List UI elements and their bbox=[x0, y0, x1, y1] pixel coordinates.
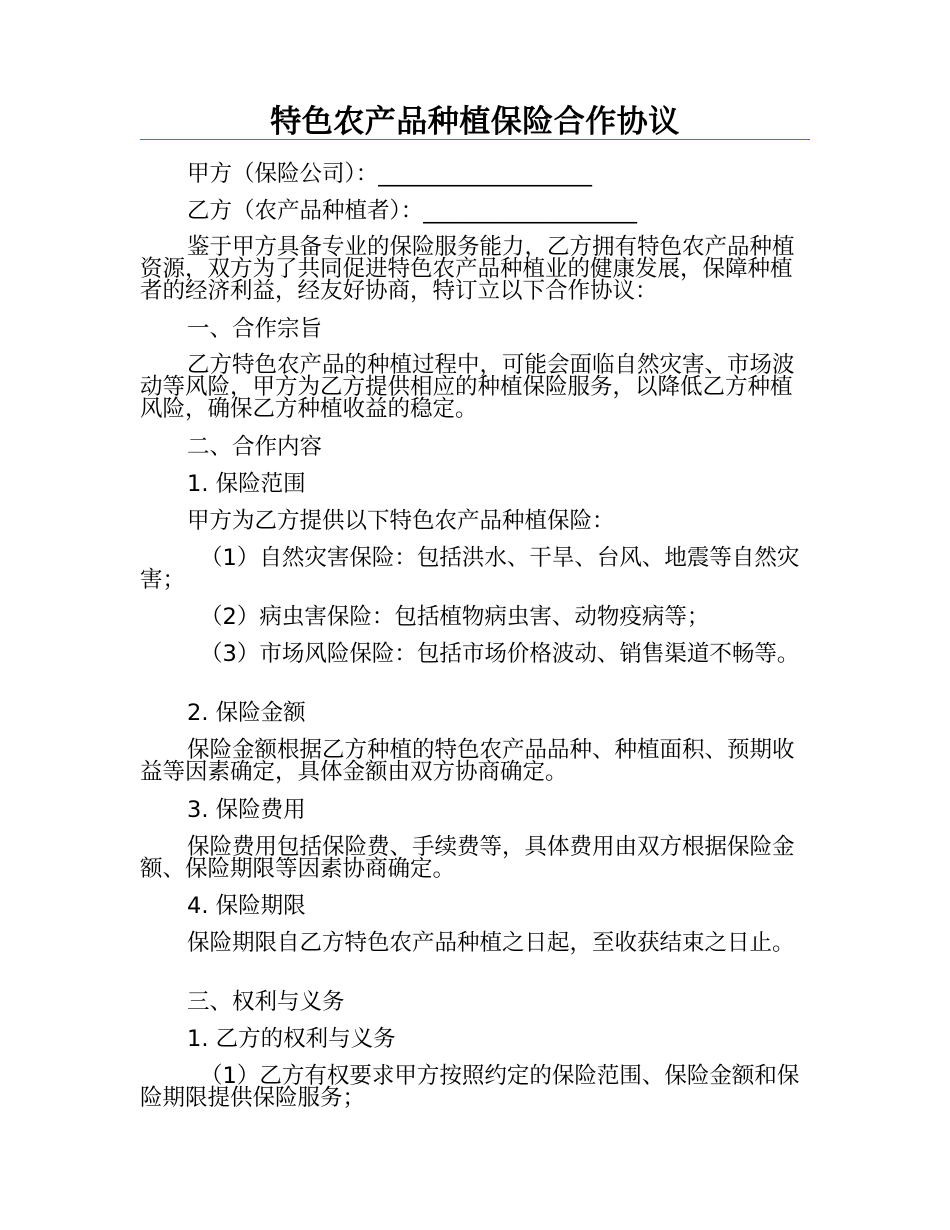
insurance-term-body: 保险期限自乙方特色农产品种植之日起，至收获结束之日止。 bbox=[187, 930, 795, 956]
party-b-rights-heading: 1. 乙方的权利与义务 bbox=[187, 1026, 396, 1052]
insurance-scope-heading: 1. 保险范围 bbox=[187, 471, 306, 497]
insurance-amount-body: 保险金额根据乙方种植的特色农产品品种、种植面积、预期收益等因素确定，具体金额由双方协商确定。 bbox=[140, 737, 795, 785]
insurance-fee-body: 保险费用包括保险费、手续费等，具体费用由双方根据保险金额、保险期限等因素协商确定。 bbox=[140, 834, 795, 882]
scope-item-natural-disaster: （1）自然灾害保险：包括洪水、干旱、台风、地震等自然灾害； bbox=[140, 545, 800, 593]
section-1-heading: 一、合作宗旨 bbox=[187, 316, 323, 342]
scope-item-market-risk: （3）市场风险保险：包括市场价格波动、销售渠道不畅等。 bbox=[200, 641, 800, 667]
insurance-scope-intro: 甲方为乙方提供以下特色农产品种植保险： bbox=[187, 508, 615, 534]
section-2-heading: 二、合作内容 bbox=[187, 434, 323, 460]
section-1-body: 乙方特色农产品的种植过程中，可能会面临自然灾害、市场波动等风险，甲方为乙方提供相应的种植保险服务，以降低乙方种植风险，确保乙方种植收益的稳定。 bbox=[140, 352, 795, 422]
party-b-line: 乙方（农产品种植者）：___________________ bbox=[187, 198, 638, 224]
preamble-paragraph: 鉴于甲方具备专业的保险服务能力，乙方拥有特色农产品种植资源，双方为了共同促进特色农产品种植业的健康发展，保障种植者的经济利益，经友好协商，特订立以下合作协议： bbox=[140, 234, 795, 304]
section-3-heading: 三、权利与义务 bbox=[187, 989, 345, 1015]
title-underline bbox=[140, 139, 810, 140]
party-a-line: 甲方（保险公司）：___________________ bbox=[187, 161, 593, 187]
insurance-amount-heading: 2. 保险金额 bbox=[187, 700, 306, 726]
scope-item-pest-disease: （2）病虫害保险：包括植物病虫害、动物疫病等； bbox=[200, 604, 710, 630]
party-b-rights-item-1: （1）乙方有权要求甲方按照约定的保险范围、保险金额和保险期限提供保险服务； bbox=[140, 1063, 800, 1111]
insurance-fee-heading: 3. 保险费用 bbox=[187, 797, 306, 823]
document-title: 特色农产品种植保险合作协议 bbox=[270, 104, 680, 140]
insurance-term-heading: 4. 保险期限 bbox=[187, 893, 306, 919]
